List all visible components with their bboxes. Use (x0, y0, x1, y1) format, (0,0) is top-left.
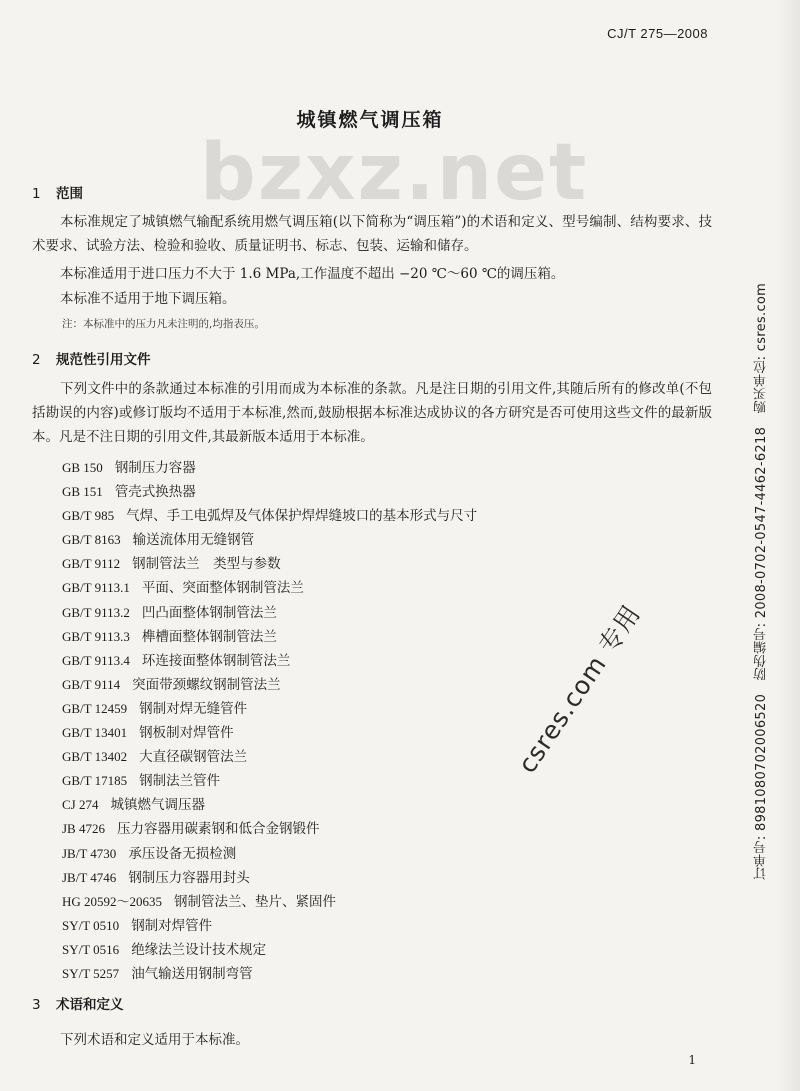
document-title: 城镇燃气调压箱 (296, 109, 444, 131)
reference-code: SY/T 0516 (62, 941, 120, 957)
reference-item (62, 745, 477, 769)
section-title: 范围 (56, 186, 83, 202)
reference-item (62, 552, 477, 576)
reference-title: 榫槽面整体钢制管法兰 (141, 628, 277, 645)
reference-title: 突面带颈螺纹钢制管法兰 (132, 676, 281, 693)
section-number: 2 (32, 352, 41, 368)
reference-item (62, 456, 477, 480)
reference-code: GB/T 13401 (62, 725, 128, 741)
section-3-heading (32, 993, 124, 1013)
reference-code: GB 151 (62, 484, 103, 500)
section-1-note: 注：本标准中的压力凡未注明的,均指表压。 (62, 318, 265, 330)
reference-item (62, 625, 477, 649)
section-2-intro: 下列文件中的条款通过本标准的引用而成为本标准的条款。凡是注日期的引用文件,其随后所有的修改单(不包括勘误的内容)或修订版均不适用于本标准,然而,鼓励根据本标准达成协议的各方研究是否可使用这些文件的最新版本。凡是不注日期的引用文件,其最新版本适用于本标准。 (32, 381, 712, 445)
reference-item (62, 842, 477, 866)
reference-item (62, 504, 477, 528)
reference-code: GB/T 12459 (62, 700, 128, 716)
reference-title: 钢制对焊无缝管件 (139, 700, 248, 717)
reference-title: 钢制压力容器 (114, 460, 196, 476)
reference-title: 钢制压力容器用封头 (128, 869, 250, 886)
reference-item (62, 769, 477, 793)
reference-title: 承压设备无损检测 (128, 845, 237, 862)
reference-code: GB/T 9113.2 (62, 604, 130, 620)
watermark-logo: bzxz.net (200, 128, 589, 218)
reference-code: GB/T 985 (62, 508, 115, 524)
reference-list (62, 456, 477, 986)
page-number: 1 (688, 1053, 696, 1067)
reference-item (62, 721, 477, 745)
section-1-paragraph-3: 本标准不适用于地下调压箱。 (60, 291, 236, 307)
page-edge-shadow (778, 0, 800, 1091)
section-number: 1 (32, 186, 41, 202)
reference-code: SY/T 0510 (62, 917, 120, 933)
reference-item (62, 528, 477, 552)
reference-item (62, 480, 477, 504)
reference-code: JB/T 4730 (62, 845, 117, 861)
section-number: 3 (32, 997, 41, 1013)
stamp-watermark (470, 560, 650, 810)
reference-title: 城镇燃气调压器 (110, 797, 205, 814)
reference-code: GB 150 (62, 460, 103, 475)
reference-title: 绝缘法兰设计技术规定 (131, 941, 267, 958)
section-1-heading (32, 182, 83, 202)
standard-code: CJ/T 275—2008 (607, 26, 708, 41)
reference-item (62, 866, 477, 890)
reference-title: 钢制管法兰、垫片、紧固件 (174, 893, 337, 910)
side-order-text: 订单号: 898108070200652​0 防伪编号: 2008-0702-0547-4462-6218 购买单位: csres.com (754, 282, 769, 880)
reference-item (62, 890, 477, 914)
reference-item (62, 938, 477, 962)
reference-code: GB/T 8163 (62, 532, 121, 548)
reference-item (62, 793, 477, 817)
reference-item (62, 576, 477, 600)
reference-item (62, 914, 477, 938)
reference-code: JB/T 4746 (62, 869, 117, 885)
reference-title: 输送流体用无缝钢管 (132, 532, 255, 549)
reference-code: GB/T 9113.1 (62, 580, 130, 596)
reference-title: 钢板制对焊管件 (139, 725, 234, 742)
reference-code: GB/T 9114 (62, 676, 121, 692)
reference-title: 钢制对焊管件 (131, 917, 213, 934)
section-1-paragraph-1: 本标准规定了城镇燃气输配系统用燃气调压箱(以下简称为“调压箱”)的术语和定义、型号编制、结构要求、技术要求、试验方法、检验和验收、质量证明书、标志、包装、运输和储存。 (32, 214, 712, 254)
reference-code: GB/T 9113.4 (62, 652, 130, 668)
reference-item (62, 673, 477, 697)
reference-code: SY/T 5257 (62, 965, 120, 981)
reference-title: 管壳式换热器 (114, 484, 196, 501)
section-2-heading (32, 348, 151, 368)
reference-code: GB/T 9113.3 (62, 628, 130, 644)
reference-code: JB 4726 (62, 821, 105, 837)
section-1-paragraph-2: 本标准适用于进口压力不大于 1.6 MPa,工作温度不超出 −20 ℃～60 ℃的调压箱。 (60, 266, 565, 282)
reference-title: 油气输送用钢制弯管 (131, 965, 253, 982)
reference-title: 环连接面整体钢制管法兰 (141, 652, 291, 669)
reference-item (62, 697, 477, 721)
reference-code: CJ 274 (62, 797, 99, 813)
reference-code: GB/T 9112 (62, 556, 121, 572)
reference-title: 钢制管法兰 类型与参数 (132, 556, 281, 573)
reference-item (62, 601, 477, 625)
reference-code: GB/T 17185 (62, 773, 128, 789)
reference-item (62, 649, 477, 673)
reference-title: 大直径碳钢管法兰 (139, 749, 248, 766)
stamp-text: csres.com 专用 (512, 599, 647, 779)
reference-title: 压力容器用碳素钢和低合金钢锻件 (116, 821, 320, 838)
reference-item (62, 962, 477, 986)
section-3-intro: 下列术语和定义适用于本标准。 (60, 1032, 249, 1048)
section-title: 规范性引用文件 (56, 352, 151, 368)
reference-title: 钢制法兰管件 (139, 773, 221, 790)
reference-title: 凹凸面整体钢制管法兰 (141, 604, 277, 621)
section-title: 术语和定义 (56, 997, 124, 1013)
reference-title: 平面、突面整体钢制管法兰 (141, 580, 304, 597)
reference-code: GB/T 13402 (62, 749, 128, 765)
reference-code: HG 20592～20635 (62, 893, 163, 909)
reference-title: 气焊、手工电弧焊及气体保护焊焊缝坡口的基本形式与尺寸 (126, 508, 478, 525)
reference-item (62, 817, 477, 841)
